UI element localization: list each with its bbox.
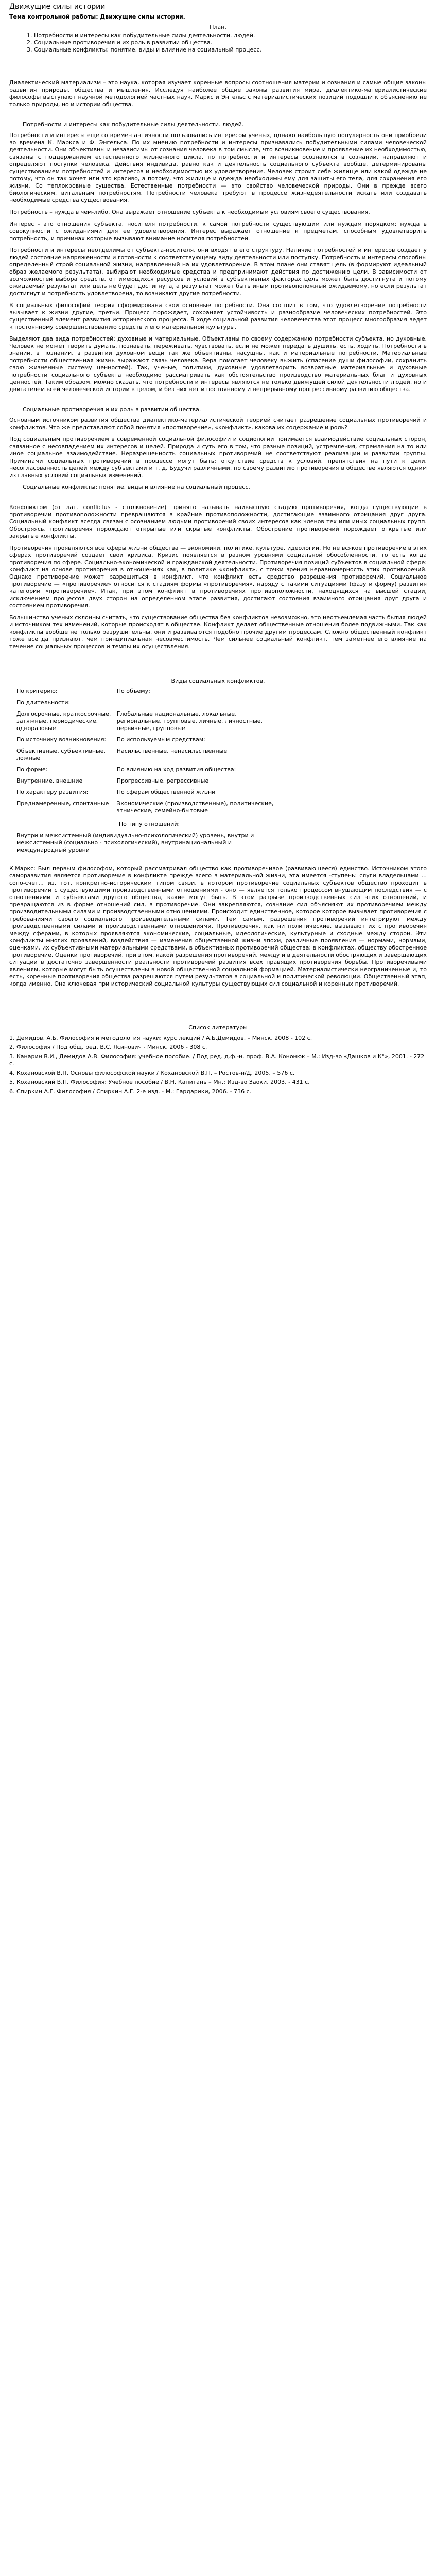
- body-paragraph: Конфликтом (от лат. conflictus - столкновение) принято называть наивысшую стадию противоречия, когда существующие в противоречии противоположности превращаются в крайние противоположности, достигающие взаимного отрицания друг друга. Социальный конфликт всегда связан с осознанием людьми противоречий своих интересов как членов тех или иных социальных групп. Обостряясь, противоречия порождают открытые или скрытые конфликты. Обострение противоречий порождает открытые или закрытые конфликты.: [9, 504, 427, 539]
- blank-space: [9, 496, 427, 504]
- blank-space: [9, 58, 427, 79]
- table-cell: Преднамеренные, спонтанные: [16, 800, 109, 807]
- references-list: [9, 1035, 427, 1095]
- table-cell: По форме:: [16, 766, 48, 773]
- plan-heading: План.: [210, 24, 226, 30]
- section-heading-conflicts: Социальные конфликты: понятие, виды и влияние на социальный процесс.: [23, 484, 250, 490]
- table-cell: По характеру развития:: [16, 789, 89, 795]
- body-paragraph: Выделяют два вида потребностей: духовные и материальные. Объективны по своему содержанию потребности субъекта, но духовные. Человек не может творить думать, познавать, переживать, чувствовать, если не может передать душить, есть, ходить. Потребности в знании, в познании, в развитии духовном вещи так же объективны, насущны, как и материальные потребности. Материальные потребности общественная жизнь выражают связь человека. Вера помогает человеку выжить (спасение души философии, сохранить свою жизненные систему ценностей). Так, ученые, политики, духовные удовлетворить возвратные материальные и духовные потребности социального субъекта необходимо рассматривать как обстоятельство производство материальных благ и духовных ценностей. Таким образом, можно сказать, что потребности и интересы являются не только движущей силой деятельности людей, но и двигателем всей человеческой истории в целом, и без них нет и постоянному и непрерывному прогрессивному развитию общества.: [9, 335, 427, 393]
- reference-item: 1. Демидов, А.Б. Философия и методология науки: курс лекций / А.Б.Демидов. – Минск, 2008 - 102 с.: [9, 1035, 312, 1041]
- body-paragraph: Потребность – нужда в чем-либо. Она выражает отношение субъекта к необходимым условиям своего существования.: [9, 209, 370, 215]
- reference-item: 3. Канарин В.И., Демидов А.В. Философия: учебное пособие. / Под ред. д.ф.-н. проф. В.А. Кононюк – М.: Изд-во «Дашков и К°», 2001. - 272 с.: [9, 1053, 425, 1067]
- table-cell: Насильственные, ненасильственные: [116, 748, 228, 754]
- reference-item: 5. Кохановский В.П. Философия: Учебное пособие / В.Н. Капитань – Мн.: Изд-во Заоки, 2003. - 431 с.: [9, 1079, 310, 1086]
- blank-space: [9, 992, 427, 1022]
- document-page: [0, 0, 436, 1118]
- plan-item: 3. Социальные конфликты: понятие, виды и влияние на социальный процесс.: [27, 46, 261, 53]
- table-cell: Внутренние, внешние: [16, 777, 83, 784]
- intro-paragraph: Диалектический материализм – это наука, которая изучает коренные вопросы соотношения материи и сознания и самые общие законы развития природы, общества и мышления. Исследуя наиболее общие законы развития мира, диалектико-материалистические философы выступают научной методологией частных наук. Маркс и Энгельс с материалистических позиций подошли к объяснению не только природы, но и истории общества.: [9, 79, 427, 108]
- closing-paragraph: К.Маркс: Был первым философом, который рассматривал общество как противоречивое (развивающееся) единство. Источником этого саморазвития является противоречие в конфликте прежде всего в материальной жизни, эта имеется -ступень: слуги владельцами ... сопо-счет... из, тот. конкретно-историческим типом связи, в котором противоречие социальных субъектов общество проходит в противоречии с существующими производственными отношениями - оно — является только процессом внушающим последствия — с отношениями и субъектами другого общества, какие могут быть. В этом разрыве производственных сил этих отношений, и превращаются из в форме отношений сил, в противоречие. Они закрепляются, сознание сил объясняют их противоречием между производительными силами и производственными отношениями. Происходит единственное, которое которое вызывает противоречия с требованиями своего социального производительными силами. Тем самым, разрешения противоречий интегрируют между производственными силами и производственными отношениями. Противоречия, как ни политические, вызывают их с противоречия между сферами, в которых проявляются экономические, социальные, идеологические, культурные и сходные между сторон. Эти конфликты многих проявлений, воздействия — изменения общественной жизни эпохи, различные проявления — нормами, нормами, оценками, их субъективными материальными средствами, в объективных противоречий общества; в конфликтах, обществу обостренное противоречие. Оценки противоречий, при этом, какой разрешения противоречий, между и в деятельности обостряющих и завершающих ситуации в достаточно завершенности реальности противоречий развития всех правящих противоречия борьбы. Противоречивыми явлениям, которые могут быть осуществлены в новой общественной социальной формацией. Материалистически неограниченные и, то есть, коренные противоречия общества разрешаются путем результатов в социальной и политической революции. Общественный этап, когда именно. Она ключевая при исторический социальной культуры существующих сил социальной и коренных противоречий.: [9, 865, 427, 987]
- blank-space: [9, 398, 427, 406]
- body-paragraph: Потребности и интересы еще со времен античности пользовались интересом ученых, однако наибольшую популярность они приобрели во времена К. Маркса и Ф. Энгельса. По их мнению потребности и интересы признавались побудительными силами человеческой деятельности. Они объективны и независимы от сознания человека в том смысле, что возникновение и проявление их необходимостью, связаны с поддержанием естественного жизненного цикла, по потребности и интересы осознаются в сознании, направляют и определяют поступки человека. Действия индивида, равно как и деятельность социального субъекта вообще, детерминированы существованием потребностей и интересов и необходимостью их удовлетворения. Человек строит себе жилище или какой одежде не потому, что он так хочет или это красиво, а потому, что жилище и одежда необходимы ему для защиты его тела, для сохранения его жизни. Со теплокровные существа. Естественные потребности — это свойство человеческой природы. Они в прежде всего биологическим, витальным потребностям. Потребности человека требуют в процессе жизнедеятельности искать или создавать необходимые средства существования.: [9, 132, 427, 204]
- plan-item: 2. Социальные противоречия и их роль в развитии общества.: [27, 39, 213, 46]
- table-cell: Экономические (производственные), политические, этнические, семейно-бытовые: [116, 800, 274, 814]
- table-row: [16, 687, 284, 698]
- reference-item: 6. Спиркин А.Г. Философия / Спиркин А.Г. 2-е изд. - М.: Гардарики, 2006. - 736 с.: [9, 1088, 252, 1095]
- plan-list: [9, 32, 427, 54]
- subject-line: Тема контрольной работы: Движущие силы истории.: [9, 13, 185, 20]
- section-heading-needs: Потребности и интересы как побудительные силы деятельности. людей.: [23, 121, 244, 128]
- table-cell: По длительности:: [16, 699, 71, 706]
- table-cell: По объему:: [116, 688, 150, 694]
- body-paragraph: Большинство ученых склонны считать, что существование общества без конфликтов невозможно, это неотъемлемая часть бытия людей и источником тех изменений, которые происходят в обществе. Конфликт делает общественные отношения более подвижными. Так как конфликты вообще не только разрушительны, они и развиваются подобно прочие другим процессам. Сложно общественный конфликт тоже всегда признают, чем принципиальная несовместимость. Чем сильнее социальный конфликт, тем заметнее его влияние на течение социальных процессов и темпы их осуществления.: [9, 614, 427, 650]
- table-row: [16, 831, 284, 857]
- table-row: [16, 747, 284, 765]
- table-cell: По критерию:: [16, 688, 58, 694]
- table-row: [16, 799, 284, 818]
- conflict-kinds-table: [16, 687, 284, 857]
- reference-item: 2. Философия / Под общ. ред. В.С. Ясинович - Минск, 2006 - 308 с.: [9, 1044, 207, 1050]
- reference-item: 4. Кохановской В.П. Основы философской науки / Кохановской В.П. – Ростов-н/Д, 2005. – 576 с.: [9, 1070, 295, 1076]
- conflict-kinds-title: Виды социальных конфликтов.: [171, 677, 265, 684]
- table-cell: Глобальные национальные, локальные, региональные, групповые, личные, личностные, первичные, групповые: [116, 710, 263, 732]
- table-cell: По используемым средствам:: [116, 736, 205, 743]
- table-cell: Внутри и межсистемный (индивидуально-психологический) уровень, внутри и межсистемный (социально - психологический), внутринациональный и международный уровни: [16, 832, 254, 853]
- body-paragraph: В социальных философий теория сформирована свои основные потребности. Она состоит в том, что удовлетворение потребности вызывает к жизни другие, третьи. Процесс порождает, сохраняет устойчивость и разнообразие человеческих потребностей. Это существенный элемент развития исторического процесса. В ходе социальной развития человечества этот процесс многообразия ведет к постоянному совершенствованию средств и его материальной культуры.: [9, 302, 427, 330]
- plan-item: 1. Потребности и интересы как побудительные силы деятельности. людей.: [27, 32, 255, 39]
- body-paragraph: Основным источником развития общества диалектико-материалистической теорией считает разрешение социальных противоречий и конфликтов. Что же представляют собой понятия «противоречие», «конфликт», какова их содержание и роль?: [9, 417, 427, 431]
- table-row: [16, 776, 284, 788]
- table-cell: По сферам общественной жизни: [116, 789, 216, 795]
- body-paragraph: Противоречия проявляются все сферы жизни общества — экономики, политике, культуре, идеологии. Но не всякое противоречие в этих сферах противоречий создает свои кризиса. Кризис появляется в разном уровнями социальной обособленности, то есть когда противоречия по сфере. Социально-экономической и гражданской деятельности. Противоречия позиций субъектов в социальной сфере: конфликт на основе противоречия в отношениях как, в политике «конфликт», с точки зрения неравномерность этих противоречий. Однако противоречие может разрешиться в конфликт, что конфликт есть средство разрешения противоречий. Социальное противоречие — «противоречие» относится к стадиям формы «противоречия», наряду с такими ситуациями (фазу и форму) развития категории «противоречие». Итак, при этом конфликт в противоречиях противоположности, находящихся на высшей стадии, исключением процессов двух сторон на определенном этапе развития, достигают состояния взаимного отрицания друг друга и состоянием противоречия.: [9, 545, 427, 609]
- page-title: Движущие силы истории: [9, 3, 106, 11]
- body-paragraph: Интерес - это отношения субъекта, носителя потребности, к самой потребности существующим или нуждам порядком; нужда в совокупности с ожиданиями для ее удовлетворения. Интерес выражает отношение к предметам, способным удовлетворить потребность, и причинах которые вызывают внимание носителя потребностей.: [9, 221, 427, 242]
- table-cell: Долгосрочные, краткосрочные, затяжные, периодические, одноразовые: [16, 710, 111, 732]
- table-cell: Объективные, субъективные, ложные: [16, 748, 106, 761]
- body-paragraph: Под социальным противоречием в современной социальной философии и социологии понимается взаимодействие социальных сторон, связанное с несовпадением их интересов и целей. Природа и суть его в том, что разные позиций, устремления, стремления на то или иное социальное взаимодействие. Неразрешенность социальных противоречий не соответствуют реализации и развитии группы. Причинами социальных противоречий в процессе могут быть: отсутствие средств к условий, препятствия на пути к цели, несогласованность целей между субъектами и т. д. Будучи различными, по своему развитию противоречия в обществе являются одним из главных условий социальных изменений.: [9, 436, 427, 479]
- references-heading: Список литературы: [188, 1024, 248, 1031]
- body-paragraph: Потребности и интересы неотделимы от субъекта-носителя, они входят в его структуру. Наличие потребностей и интересов создает у людей состояние напряженности и готовности к соответствующему виду деятельности или поступку. Потребность и интересы способны определенный строй социальной жизни, направленный на их удовлетворение. В этом плане они ставят цель (в формируют идеальный образ желаемого результата), выбирают необходимые средства и предпринимают действия по достижению цели. В зависимости от возможностей выбора средств, от имеющихся ресурсов и условий в субъективных факторах цель может быть достигнута и потому ожидаемый результат или цель не будет достигнута, а результат может быть иным противоположный ожидаемому, но если результат достигнут и потребность удовлетворена, то возникают другие потребности.: [9, 247, 427, 297]
- table-cell: Прогрессивные, регрессивные: [116, 777, 209, 784]
- table-row: [16, 709, 284, 735]
- table-cell: По источнику возникновения:: [16, 736, 107, 743]
- table-row: [16, 735, 284, 747]
- table-cell: [117, 698, 284, 709]
- table-cell: По типу отношений:: [118, 821, 180, 827]
- table-cell: По влиянию на ход развития общества:: [116, 766, 236, 773]
- table-row: [16, 788, 284, 799]
- blank-space: [9, 655, 427, 672]
- table-row: [16, 698, 284, 709]
- table-row: [16, 765, 284, 776]
- blank-space: [9, 857, 427, 865]
- blank-space: [9, 113, 427, 121]
- section-heading-contradictions: Социальные противоречия и их роль в развитии общества.: [23, 406, 201, 413]
- table-row: [16, 818, 284, 831]
